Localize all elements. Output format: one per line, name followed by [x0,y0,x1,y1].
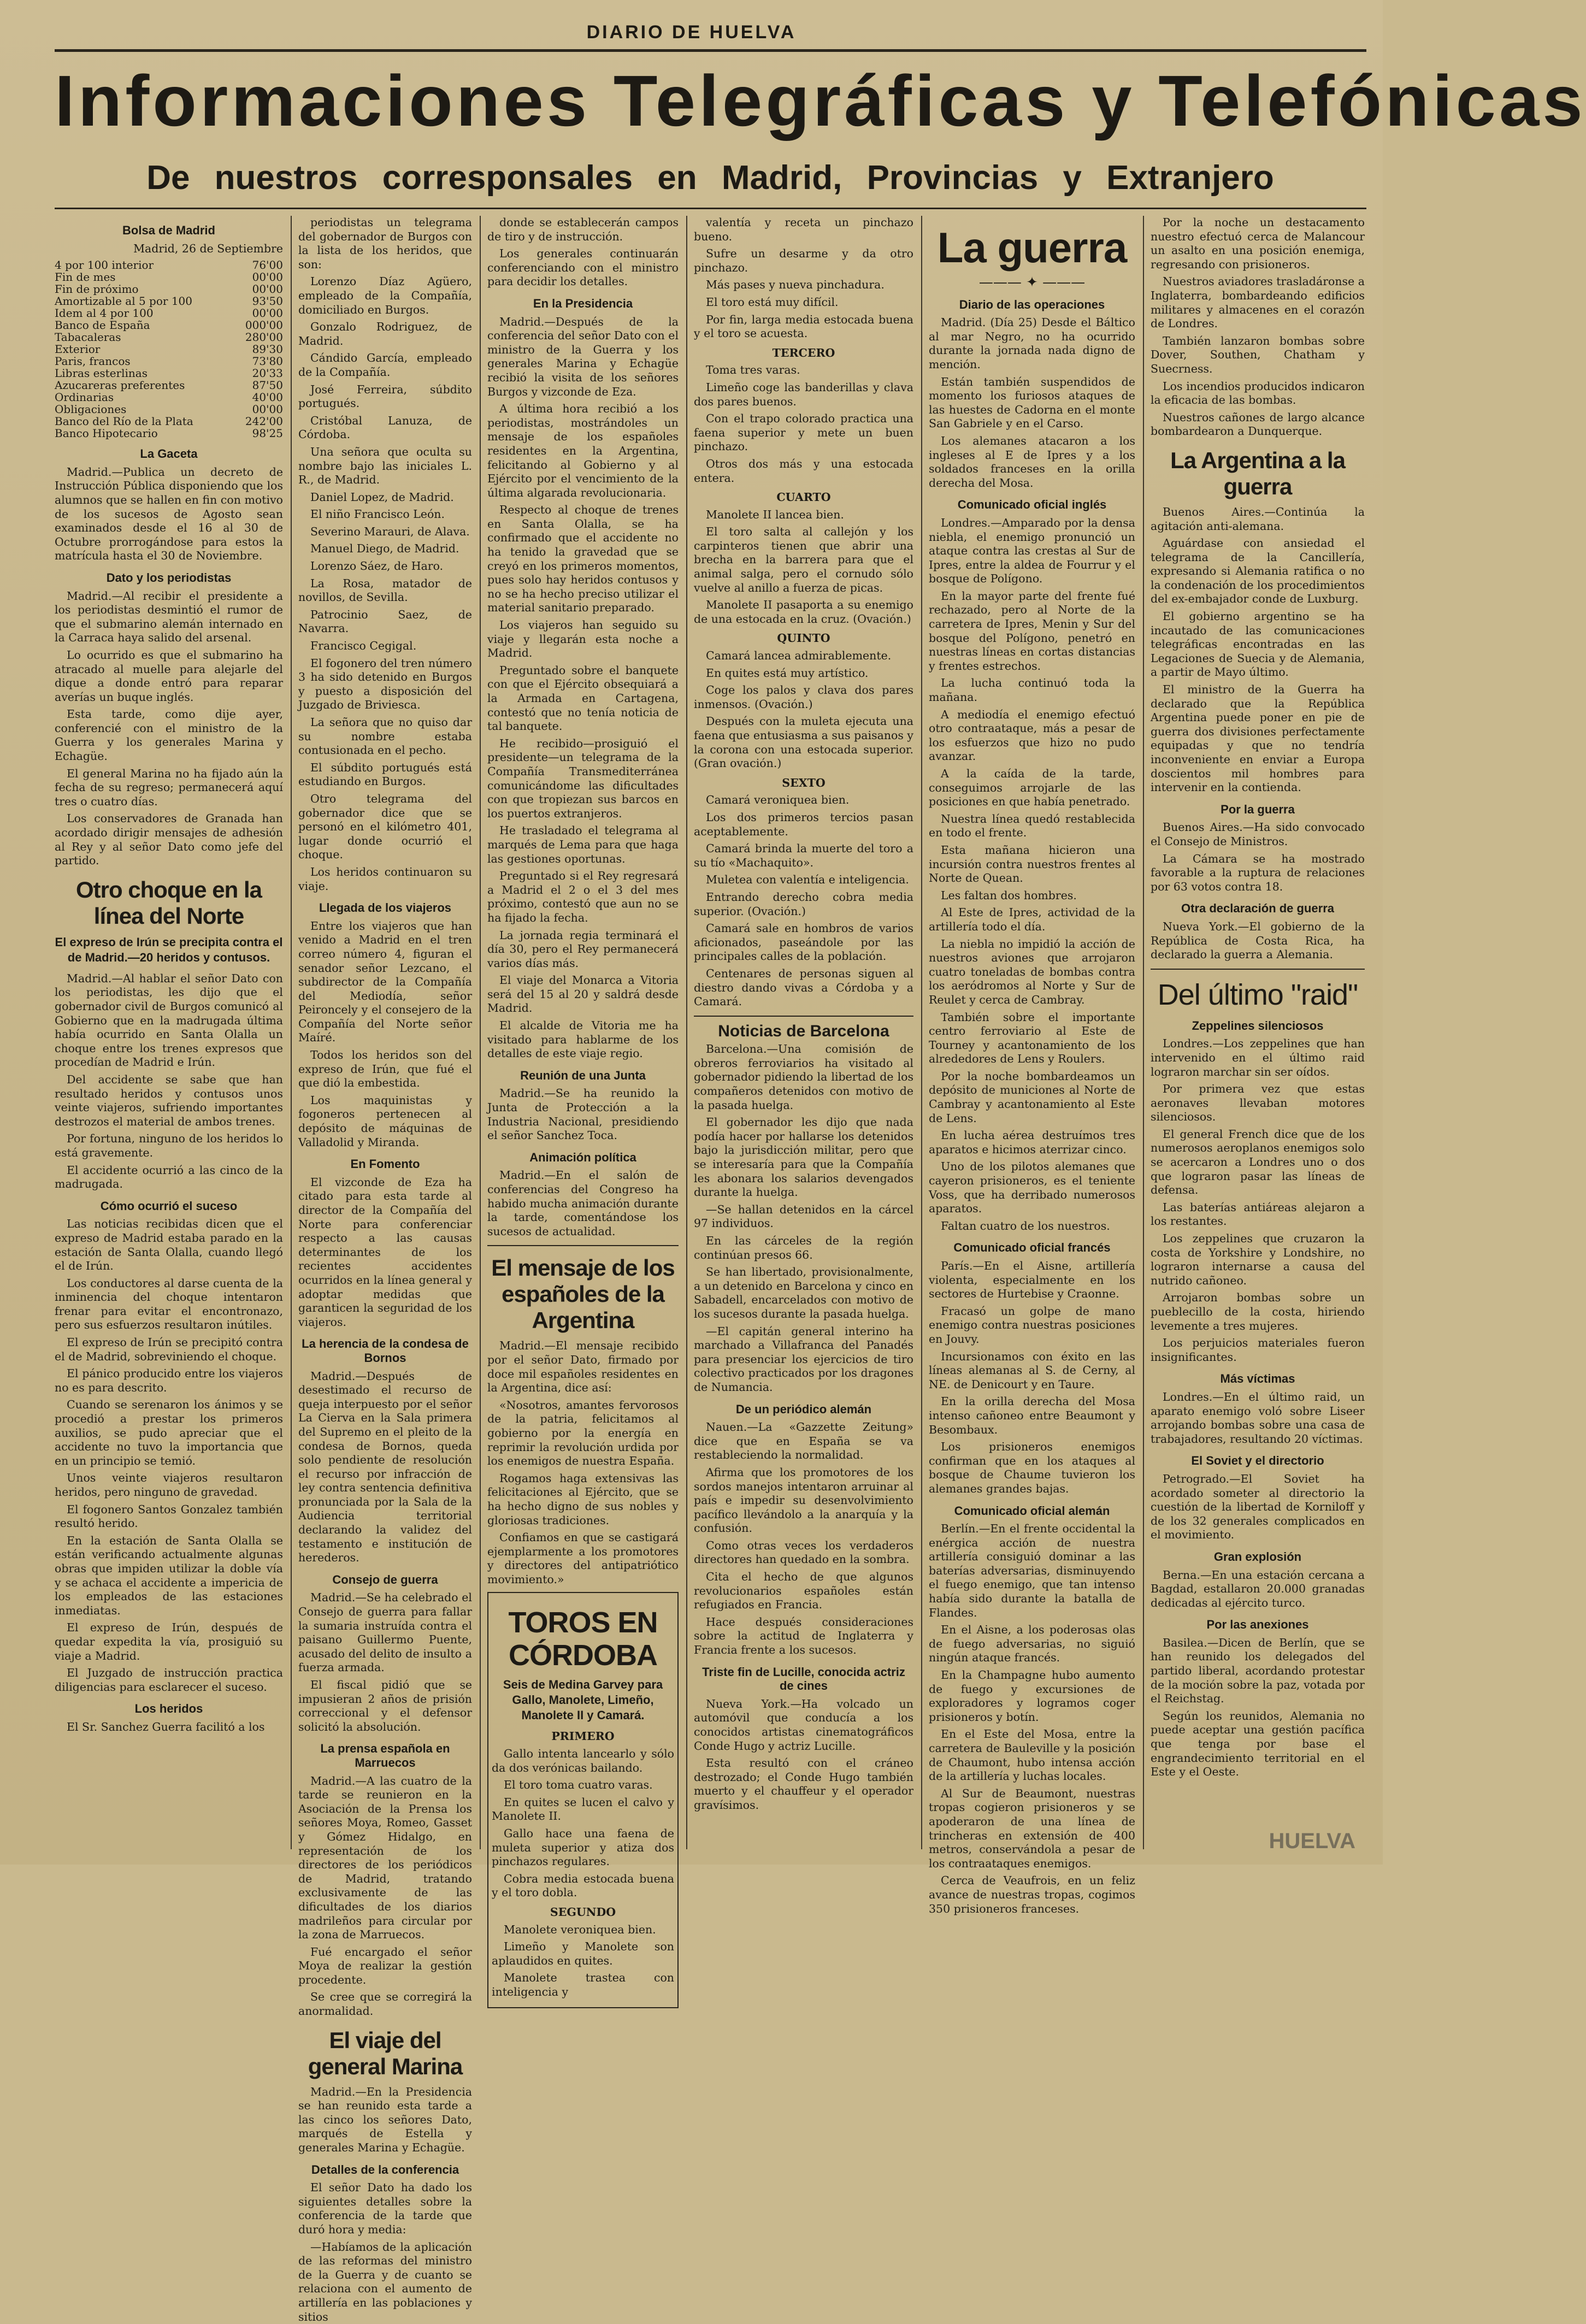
diario-title: Diario de las operaciones [959,297,1105,311]
ingles-text: Londres.—Amparado por la densa niebla, el enemigo pronunció un ataque contra las crestas al Sur de Ipres, entre la aldea de Fourrur y el bosque de Polígono. [929,516,1135,586]
como-text: Unos veinte viajeros resultaron heridos, pero ninguno de gravedad. [55,1471,283,1499]
mas-title: Más víctimas [1220,1372,1295,1386]
aleman-text: Cerca de Veaufrois, en un feliz avance de nuestras tropas, cogimos 350 prisioneros franceses. [929,1874,1135,1915]
bolsa-row-value: 00'00 [252,403,283,416]
bolsa-row-name: Banco del Río de la Plata [55,415,193,428]
bolsa-row [55,427,283,439]
ornament-icon: ——— ✦ ——— [978,274,1086,291]
column-divider [291,216,292,1849]
tercero-text: Toma tres varas. [706,363,800,377]
bornos-text: Madrid.—Después de desestimado el recurso de queja interpuesto por el señor La Cierva en la Sala primera del Supremo en el pleito de la condesa de Bornos, queda solo pendiente de resolución el recurso por infracción de ley contra sentencia definitiva pronunciada por la Sala de la Audiencia territorial declarando la validez del testamento e institución de herederos. [298,1369,472,1565]
sexto-text: Entrando derecho cobra media superior. (Ovación.) [694,890,913,918]
bolsa-row-name: Banco de España [55,318,150,332]
col6-text: Los incendios producidos indicaron la eficacia de las bombas. [1151,379,1365,407]
anexiones-text: Basilea.—Dicen de Berlín, que se han reunido los delegados del partido liberal, acordando protestar de la moción sobre la paz, votada por el Reichstag. [1151,1636,1365,1706]
ingles-text: La lucha continuó toda la mañana. [929,676,1135,704]
consejo-text: El fiscal pidió que se impusieran 2 años de prisión correccional y el defensor solicitó la absolución. [298,1678,472,1733]
aleman-text: En el Aisne, a los poderosas olas de fuego adversarias, no siguió ningún ataque francés. [929,1623,1135,1665]
consejo-title: Consejo de guerra [332,1572,438,1586]
bolsa-row [55,391,283,403]
ingles-text: Les faltan dos hombres. [941,888,1077,902]
quinto-text: Camará lancea admirablemente. [706,649,892,663]
top-rule [55,49,1366,52]
zeppelines-title: Zeppelines silenciosos [1192,1018,1324,1033]
periodico-title: De un periódico alemán [735,1402,872,1416]
bolsa-row [55,259,283,271]
como-text: En la estación de Santa Olalla se están verificando actualmente algunas obras que impiden utilizar la doble vía y se achaca el accidente a impericia de los empleados de las estaciones inmediatas. [55,1533,283,1617]
bolsa-row-name: Libras esterlinas [55,367,148,380]
ingles-text: Uno de los pilotos alemanes que cayeron prisioneros, es el teniente Voss, que ha derribado numerosos aparatos. [929,1160,1135,1216]
bolsa-row-value: 73'80 [252,355,283,368]
presidencia-text: La jornada regia terminará el día 30, pero el Rey permanecerá varios días más. [487,928,679,970]
bolsa-row-value: 40'00 [252,391,283,404]
bolsa-row-name: Ordinarias [55,391,114,404]
mensaje-text: Confiamos en que se castigará ejemplarmente a los promotores y directores del antipatriótico movimiento.» [487,1531,679,1586]
choque-text: El accidente ocurrió a las cinco de la madrugada. [55,1163,283,1191]
lucille-text: Nueva York.—Ha volcado un automóvil que conducía a los conocidos artistas cinematográficos Conde Hugo y actriz Lucille. [694,1697,913,1753]
dato-text: Esta tarde, como dije ayer, conferencié con el ministro de la Guerra y los generales Marina y Echagüe. [55,707,283,763]
bolsa-row-name: Idem al 4 por 100 [55,306,154,320]
presidencia-text: Respecto al choque de trenes en Santa Olalla, se ha confirmado que el accidente no ha tenido la gravedad que se creyó en los primeros momentos, pues solo hay heridos contusos y no se ha hecho preciso utilizar el material sanitario preparado. [487,503,679,615]
barcelona-text: Barcelona.—Una comisión de obreros ferroviarios ha visitado al gobernador pidiendo la libertad de los compañeros detenidos con motivo de la pasada huelga. [694,1042,913,1112]
herido-entry: Manuel Diego, de Madrid. [310,542,459,556]
segundo-text: Limeño y Manolete son aplaudidos en quites. [492,1940,674,1967]
ingles-text: La niebla no impidió la acción de nuestros aviones que arrojaron cuatro toneladas de bombas contra los aeródromos al Norte y Sur de Reulet y cerca de Cambray. [929,937,1135,1006]
bolsa-row [55,319,283,331]
aleman-title: Comunicado oficial alemán [954,1503,1110,1518]
zeppelines-text: Los zeppelines que cruzaron la costa de Yorkshire y Londshire, no lograron internarse a causa del nutrido cañoneo. [1151,1232,1365,1287]
presidencia-text: El alcalde de Vitoria me ha visitado para hablarme de los detalles de este viaje regio. [487,1019,679,1060]
choque-text: Madrid.—Al hablar el señor Dato con los periodistas, les dijo que el gobernador civil de Burgos comunicó al Gobierno que en la madrugada última había ocurrido en Santa Olalla un choque entre los trenes expresos que procedían de Madrid e Irún. [55,971,283,1069]
bolsa-row-name: Obligaciones [55,403,127,416]
periodico-text: Nauen.—La «Gazzette Zeitung» dice que en España se va restableciendo la normalidad. [694,1420,913,1462]
ingles-text: A la caída de la tarde, conseguimos arrojarle de las posiciones en que había penetrado. [929,767,1135,809]
barcelona-text: El gobernador les dijo que nada podía hacer por hallarse los detenidos bajo la jurisdicción militar, pero que se interesaría para que la Compañía les abonara los salarios devengados durante la huelga. [694,1116,913,1199]
bolsa-row-name: Fin de próximo [55,282,139,296]
anexiones-text: Según los reunidos, Alemania no puede aceptar una gestión pacífica que tenga por base el engrandecimiento territorial en el Este y el Oeste. [1151,1709,1365,1779]
diario-text: Los alemanes atacaron a los ingleses al E de Ipres y a los soldados franceses en la orilla derecha del Mosa. [929,434,1135,489]
choque-title: Otro choque en la línea del Norte [75,876,262,929]
presidencia-text: He trasladado el telegrama al marqués de Lema para que haga las gestiones oportunas. [487,824,679,865]
animacion-text: Madrid.—En el salón de conferencias del Congreso ha habido mucha animación durante la tarde, comentándose los sucesos de actualidad. [487,1169,679,1238]
section-divider [1151,969,1365,970]
herido-entry: Cándido García, empleado de la Compañía. [298,351,472,379]
herido-entry: Gonzalo Rodriguez, de Madrid. [298,320,472,347]
zeppelines-text: Las baterías antiáreas alejaron a los restantes. [1151,1200,1365,1228]
gaceta-title: La Gaceta [140,447,198,461]
dato-text: El general Marina no ha fijado aún la fecha de su regreso; permanecerá aquí tres o cuatro días. [55,766,283,808]
paz-text: Buenos Aires.—Ha sido convocado el Consejo de Ministros. [1151,821,1365,848]
herido-entry: Patrocinio Saez, de Navarra. [298,607,472,635]
choque-subhead: El expreso de Irún se precipita contra el de Madrid.—20 heridos y contusos. [55,935,283,964]
soviet-title: El Soviet y el directorio [1191,1454,1324,1468]
bolsa-row [55,307,283,319]
ingles-text: Nuestra línea quedó restablecida en todo el frente. [929,812,1135,840]
presidencia-text: Preguntado sobre el banquete con que el Ejército obsequiará a la Armada en Cartagena, contestó que no tenía noticia de tal banquete. [487,663,679,733]
prensa-text: Madrid.—A las cuatro de la tarde se reunieron en la Asociación de la Prensa los señores Moya, Romeo, Gasset y Gómez Hidalgo, en representación de los directores de los periódicos de Madrid, tratando exclusivamente de las dificultades de los diarios madrileños para circular por la zona de Marruecos. [298,1774,472,1942]
column-6 [1151,216,1365,1849]
mas-text: Londres.—En el último raid, un aparato enemigo voló sobre Liseer arrojando bombas sobre una casa de trabajadores, resultando 20 víctimas. [1151,1390,1365,1446]
frances-text: Fracasó un golpe de mano enemigo contra nuestras posiciones en Jouvy. [929,1304,1135,1346]
primero-text: Cobra media estocada buena y el toro dobla. [492,1872,674,1900]
bolsa-row [55,355,283,367]
bolsa-row [55,295,283,307]
toros-title: TOROS EN CÓRDOBA [508,1606,658,1672]
marina-title: El viaje del general Marina [308,2027,463,2079]
diario-text: Están también suspendidos de momento los furiosos ataques de las huestes de Cadorna en el monte San Gabriele y en el Carso. [929,375,1135,430]
col2-text: El súbdito portugués está estudiando en Burgos. [298,760,472,788]
col6-text: Nuestros cañones de largo alcance bombardearon a Dunquerque. [1151,410,1365,438]
soviet-text: Petrogrado.—El Soviet ha acordado someter al directorio la cuestión de la libertad de Korniloff y de los 32 generales complicados en el movimiento. [1151,1472,1365,1542]
col4-text: El toro está muy difícil. [706,295,839,309]
llegada-text: Todos los heridos son del expreso de Irún, que fué el que dió la embestida. [298,1048,472,1090]
choque-text: Del accidente se sabe que han resultado heridos y contusos unos veinte viajeros, sufriendo importantes destrozos el material de ambos trenes. [55,1072,283,1128]
bolsa-row-value: 76'00 [252,258,283,272]
dato-text: Madrid.—Al recibir el presidente a los periodistas desmintió el rumor de que el submarino alemán internado en la Carraca haya salido del arsenal. [55,589,283,645]
watermark-stamp: HUELVA [1269,1829,1355,1853]
column-divider [921,216,922,1849]
frances-text: Incursionamos con éxito en las líneas alemanas al S. de Cerny, al NE. de Denicourt y en Taure. [929,1349,1135,1391]
heridos-text: El Sr. Sanchez Guerra facilitó a los [67,1720,265,1733]
como-text: El fogonero Santos Gonzalez también resultó herido. [55,1502,283,1530]
sexto-title: SEXTO [782,776,826,789]
presidencia-text: El viaje del Monarca a Vitoria será del 15 al 20 y saldrá desde Madrid. [487,974,679,1015]
otra-title: Otra declaración de guerra [1181,901,1334,916]
mensaje-text: «Nosotros, amantes fervorosos de la patria, felicitamos al gobierno por la energía en reprimir la revolución urdida por los enemigos de nuestra España. [487,1398,679,1468]
column-divider [686,216,687,1849]
paz-title: Por la guerra [1221,802,1295,816]
ingles-text: A mediodía el enemigo efectuó otro contraataque, más a pesar de los esfuerzos que hizo no pudo avanzar. [929,707,1135,763]
col4-text: Más pases y nueva pinchadura. [706,278,885,292]
col2-text: La señora que no quiso dar su nombre estaba contusionada en el pecho. [298,716,472,757]
bolsa-row [55,271,283,283]
herido-entry: Francisco Cegigal. [310,639,417,653]
col4-text: valentía y receta un pinchazo bueno. [694,216,913,243]
tercero-text: Otros dos más y una estocada entera. [694,457,913,485]
marina-text: Madrid.—En la Presidencia se han reunido esta tarde a las cinco los señores Dato, marqués de Estella y generales Marina y Echagüe. [298,2085,472,2155]
quinto-text: Después con la muleta ejecuta una faena que entusiasma a sus paisanos y la corona con una estocada superior. (Gran ovación.) [694,715,913,770]
primero-text: Gallo intenta lancearlo y sólo da dos verónicas bailando. [492,1747,674,1774]
periodico-text: Hace después consideraciones sobre la actitud de Inglaterra y Francia frente a los sucesos. [694,1615,913,1657]
frances-title: Comunicado oficial francés [953,1241,1111,1255]
mensaje-text: Madrid.—El mensaje recibido por el señor Dato, firmado por doce mil españoles residentes en la Argentina, dice así: [487,1339,679,1395]
running-head: DIARIO DE HUELVA [586,22,797,43]
col4-text: Sufre un desarme y da otro pinchazo. [694,247,913,274]
cuarto-text: El toro salta al callejón y los carpinteros tienen que abrir una brecha en la barrera para que el animal salga, pero el cornudo sólo vuelve al anillo a fuerza de picas. [694,525,913,594]
col2-text: periodistas un telegrama del gobernador de Burgos con la lista de los heridos, que son: [298,216,472,271]
detalles-text: El señor Dato ha dado los siguientes detalles sobre la conferencia de la tarde que duró hora y media: [298,2181,472,2236]
presidencia-title: En la Presidencia [533,296,633,310]
frances-text: París.—En el Aisne, artillería violenta, especialmente en los sectores de Hurtebise y Craonne. [929,1259,1135,1301]
bolsa-row-value: 00'00 [252,282,283,296]
tercero-title: TERCERO [772,346,835,359]
bolsa-row-value: 000'00 [245,318,283,332]
frances-text: Los prisioneros enemigos confirman que en los ataques al bosque de Chaume tuvieron los alemanes grandes bajas. [929,1440,1135,1495]
herido-entry: Una señora que oculta su nombre bajo las iniciales L. R., de Madrid. [298,445,472,487]
prensa-text: Fué encargado el señor Moya de realizar la gestión procedente. [298,1945,472,1986]
periodico-text: Afirma que los promotores de los sordos manejos intentaron arruinar al país e impedir su desenvolvimiento pacífico llevándolo a la anarquía y la confusión. [694,1465,913,1535]
fomento-title: En Fomento [350,1157,420,1171]
ingles-text: Al Este de Ipres, actividad de la artillería todo el día. [929,906,1135,933]
bolsa-row-value: 87'50 [252,379,283,392]
ingles-text: Faltan cuatro de los nuestros. [941,1219,1110,1232]
quinto-text: Coge los palos y clava dos pares inmensos. (Ovación.) [694,683,913,711]
bolsa-row-name: 4 por 100 interior [55,258,154,272]
cuarto-title: CUARTO [776,491,831,504]
bolsa-dateline: Madrid, 26 de Septiembre [133,241,283,255]
bolsa-row-name: Tabacaleras [55,331,121,344]
bolsa-row-name: Paris, francos [55,355,131,368]
bolsa-row [55,331,283,343]
zeppelines-text: Londres.—Los zeppelines que han intervenido en el último raid lograron marchar sin ser oídos. [1151,1037,1365,1078]
bolsa-row-value: 93'50 [252,294,283,308]
como-text: El Juzgado de instrucción practica diligencias para esclarecer el suceso. [55,1666,283,1694]
mensaje-text: Rogamos haga extensivas las felicitaciones al Ejército, que se ha hecho digno de sus nobles y gloriosas tradiciones. [487,1471,679,1527]
dato-text: Lo ocurrido es que el submarino ha atracado al muelle para alejarle del dique a donde entró para reparar averías un buque inglés. [55,648,283,704]
aleman-text: Al Sur de Beaumont, nuestras tropas cogieron prisioneros y se apoderaron de una línea de trincheras en extensión de 400 metros, conservándola a pesar de los contraataques enemigos. [929,1786,1135,1870]
como-title: Cómo ocurrió el suceso [100,1199,238,1213]
prensa-text: Se cree que se corregirá la anormalidad. [298,1990,472,2018]
primero-text: El toro toma cuatro varas. [504,1778,653,1792]
col6-text: Por la noche un destacamento nuestro efectuó cerca de Malancour un asalto en una posición enemiga, regresando con prisioneros. [1151,216,1365,271]
llegada-title: Llegada de los viajeros [319,901,452,915]
segundo-text: Manolete trastea con inteligencia y [492,1971,674,1998]
herido-entry: José Ferreira, súbdito portugués. [298,382,472,410]
como-text: El expreso de Irún se precipitó contra el de Madrid, sobreviniendo el choque. [55,1336,283,1363]
presidencia-text: He recibido—prosiguió el presidente—un telegrama de la Compañía Transmediterránea comunicándome las dificultades con que tropiezan sus barcos en los puertos extranjeros. [487,736,679,820]
presidencia-text: Los viajeros han seguido su viaje y llegarán esta noche a Madrid. [487,618,679,660]
bolsa-title: Bolsa de Madrid [122,223,215,237]
toros-box [487,1592,679,2008]
segundo-text: Manolete veroniquea bien. [504,1922,656,1936]
herido-entry: Daniel Lopez, de Madrid. [310,490,454,504]
sexto-text: Camará veroniquea bien. [706,793,850,807]
diario-text: Madrid. (Día 25) Desde el Báltico al mar Negro, no ha ocurrido durante la jornada nada digno de mención. [929,316,1135,371]
bolsa-row [55,403,283,415]
junta-title: Reunión de una Junta [520,1068,646,1082]
section-divider [694,1016,913,1017]
col2-text: Otro telegrama del gobernador dice que se personó en el kilómetro 401, lugar donde ocurrió el choque. [298,792,472,862]
heridos-title: Los heridos [134,1702,203,1716]
dato-title: Dato y los periodistas [106,570,232,585]
sexto-text: Camará sale en hombros de varios aficionados, paseándole por las principales calles de la población. [694,922,913,963]
section-divider [487,1245,679,1246]
aleman-text: En la Champagne hubo aumento de fuego y excursiones de exploradores y logramos coger prisioneros y botín. [929,1668,1135,1724]
aleman-text: En el Este del Mosa, entre la carretera de Bauleville y la posición de Chaumont, hubo intensa acción de la artillería y luchas locales. [929,1727,1135,1783]
presidencia-text: Preguntado si el Rey regresará a Madrid el 2 o el 3 del mes próximo, contestó que aun no se ha fijado la fecha. [487,869,679,924]
argentina-text: Aguárdase con ansiedad el telegrama de la Cancillería, expresando si Alemania ratifica o no la condenación de los procedimientos del ex-embajador conde de Luxburg. [1151,536,1365,606]
quinto-text: En quites está muy artístico. [706,666,869,680]
bolsa-row [55,283,283,295]
column-1 [55,216,283,1849]
bolsa-row-value: 00'00 [252,270,283,284]
consejo-text: Madrid.—Se ha celebrado el Consejo de guerra para fallar la sumaria instruída contra el paisano Guillermo Puente, acusado del delito de insulto a fuerza armada. [298,1591,472,1674]
explosion-text: Berna.—En una estación cercana a Bagdad, estallaron 20.000 granadas dedicadas al ejército turco. [1151,1568,1365,1609]
primero-text: En quites se lucen el calvo y Manolete II. [492,1795,674,1823]
sub-rule [55,208,1366,209]
herido-entry: Lorenzo Sáez, de Haro. [310,559,444,573]
otra-text: Nueva York.—El gobierno de la República de Costa Rica, ha declarado la guerra a Alemania. [1151,919,1365,962]
frances-text: En la orilla derecha del Mosa intenso cañoneo entre Beaumont y Besombaux. [929,1395,1135,1436]
como-text: Los conductores al darse cuenta de la inminencia del choque intentaron frenar para evitar el encontronazo, pero sus esfuerzos resultaron inútiles. [55,1276,283,1332]
column-3 [487,216,679,1998]
bolsa-row-name: Azucareras preferentes [55,379,185,392]
presidencia-text: A última hora recibió a los periodistas, mostrándoles un mensaje de los españoles residentes en la Argentina, felicitando al Gobierno y al Ejército por el vencimiento de la última algarada revolucionaria. [487,402,679,499]
argentina-title: La Argentina a la guerra [1170,447,1345,499]
barcelona-text: Se han libertado, provisionalmente, a un detenido en Barcelona y cinco en Sabadell, encarcelados con motivo de los sucesos durante la pasada huelga. [694,1265,913,1320]
herido-entry: La Rosa, matador de novillos, de Sevilla. [298,576,472,604]
choque-text: Por fortuna, ninguno de los heridos lo está gravemente. [55,1132,283,1159]
bolsa-row [55,379,283,391]
bolsa-row-value: 20'33 [252,367,283,380]
cuarto-text: Manolete II lancea bien. [706,508,844,521]
page-subbanner: De nuestros corresponsales en Madrid, Provincias y Extranjero [146,159,1274,197]
quinto-title: QUINTO [777,632,830,645]
bolsa-row-name: Amortizable al 5 por 100 [55,294,192,308]
col6-text: Nuestros aviadores trasladáronse a Inglaterra, bombardeando edificios militares y almacenes en el corazón de Londres. [1151,275,1365,331]
barcelona-title: Noticias de Barcelona [718,1022,889,1040]
aleman-text: Berlín.—En el frente occidental la enérgica acción de nuestra artillería consiguió dominar a las baterías adversarias, disminuyendo el fuego enemigo, que tan intenso había sido durante la batalla de Flandes. [929,1522,1135,1619]
animacion-title: Animación política [529,1150,636,1164]
detalles-title: Detalles de la conferencia [311,2162,459,2176]
como-text: El expreso de Irún, después de quedar expedita la vía, prosiguió su viaje a Madrid. [55,1621,283,1662]
argentina-text: El gobierno argentino se ha incautado de las comunicaciones telegráficas encontradas en las Legaciones de Suecia y de Alemania, a partir de Mayo último. [1151,610,1365,679]
herido-entry: Lorenzo Díaz Agüero, empleado de la Compañía, domiciliado en Burgos. [298,275,472,316]
bolsa-row-name: Banco Hipotecario [55,427,158,440]
argentina-text: El ministro de la Guerra ha declarado que la República Argentina puede poner en pie de guerra dos divisiones perfectamente equipadas y que no tendría inconveniente en enviar a Europa doscientos mil hombres para intervenir en la contienda. [1151,683,1365,794]
col2-text: Los heridos continuaron su viaje. [298,865,472,893]
bolsa-row-value: 98'25 [252,427,283,440]
argentina-text: Buenos Aires.—Continúa la agitación anti-alemana. [1151,505,1365,533]
detalles-text: —Habíamos de la aplicación de las reformas del ministro de la Guerra y de cuanto se relaciona con el aumento de artillería en las poblaciones y sitios [298,2240,472,2323]
cuarto-text: Manolete II pasaporta a su enemigo de una estocada en la cruz. (Ovación.) [694,598,913,626]
col2-text: El fogonero del tren número 3 ha sido detenido en Burgos y puesto a disposición del Juzgado de Briviesca. [298,656,472,712]
periodico-text: Como otras veces los verdaderos directores han quedado en la sombra. [694,1538,913,1566]
ingles-text: Por la noche bombardeamos un depósito de municiones al Norte de Cambray y acantonamiento al Este de Lens. [929,1069,1135,1125]
herido-entry: El niño Francisco León. [310,508,445,521]
primero-title: PRIMERO [551,1730,615,1743]
column-2 [298,216,472,2323]
zeppelines-text: Arrojaron bombas sobre un pueblecillo de la costa, hiriendo levemente a tres mujeres. [1151,1291,1365,1332]
tercero-text: Con el trapo colorado practica una faena superior y mete un buen pinchazo. [694,412,913,453]
col6-text: También lanzaron bombas sobre Dover, Southen, Chatham y Suecrness. [1151,334,1365,375]
bolsa-row [55,343,283,355]
gaceta-text: Madrid.—Publica un decreto de Instrucción Pública disponiendo que los alumnos que se hallen en fin con motivo de los sucesos de Agosto sean examinados desde el 16 al 30 de Octubre prorrogándose para estos la matrícula hasta el 30 de Noviembre. [55,465,283,563]
bornos-title: La herencia de la condesa de Bornos [302,1337,469,1365]
bolsa-table [55,259,283,439]
herido-entry: Severino Marauri, de Alava. [310,524,470,538]
bolsa-row [55,415,283,427]
ingles-title: Comunicado oficial inglés [957,498,1107,512]
lucille-text: Esta resultó con el cráneo destrozado; el Conde Hugo también muerto y el chauffeur y el operador gravísimos. [694,1756,913,1812]
mensaje-title: El mensaje de los españoles de la Argentina [491,1255,675,1334]
column-divider [480,216,481,1849]
como-text: El pánico producido entre los viajeros no es para descrito. [55,1367,283,1394]
column-divider [1143,216,1144,1849]
junta-text: Madrid.—Se ha reunido la Junta de Protección a la Industria Nacional, presidiendo el señor Sanchez Toca. [487,1087,679,1142]
ultimo-title: Del último "raid" [1157,978,1358,1011]
col3-text: Los generales continuarán conferenciando con el ministro para decidir los detalles. [487,247,679,288]
sexto-text: Camará brinda la muerte del toro a su tío «Machaquito». [694,842,913,869]
segundo-title: SEGUNDO [550,1906,616,1919]
bolsa-row-name: Exterior [55,343,101,356]
dato-text: Los conservadores de Granada han acordado dirigir mensajes de adhesión al Rey y al señor Dato como jefe del partido. [55,812,283,868]
column-5 [929,216,1135,1915]
barcelona-text: En las cárceles de la región continúan presos 66. [694,1234,913,1261]
ingles-text: Esta mañana hicieron una incursión contra nuestros frentes al Norte de Quean. [929,843,1135,885]
periodico-text: Cita el hecho de que algunos revolucionarios españoles están refugiados en Francia. [694,1570,913,1612]
llegada-text: Los maquinistas y fogoneros pertenecen al depósito de máquinas de Valladolid y Miranda. [298,1093,472,1149]
sexto-text: Los dos primeros tercios pasan aceptablemente. [694,810,913,838]
paz-text: La Cámara se ha mostrado favorable a la ruptura de relaciones por 63 votos contra 18. [1151,852,1365,893]
barcelona-text: —El capitán general interino ha marchado a Villafranca del Panadés para presenciar los ejercicios de tiro colectivo practicados por los dragones de Numancia. [694,1324,913,1394]
sexto-text: Muletea con valentía e inteligencia. [706,873,909,887]
anexiones-title: Por las anexiones [1206,1618,1309,1632]
explosion-title: Gran explosión [1213,1549,1302,1564]
primero-text: Gallo hace una faena de muleta superior y atiza dos pinchazos regulares. [492,1827,674,1868]
bolsa-row-value: 89'30 [252,343,283,356]
presidencia-text: Madrid.—Después de la conferencia del señor Dato con el ministro de la Guerra y los generales Marina y Echagüe recibió la visita de los señores Burgos y vizconde de Eza. [487,315,679,398]
toros-subhead: Seis de Medina Garvey para Gallo, Manolete, Limeño, Manolete II y Camará. [503,1678,663,1723]
sexto-text: Centenares de personas siguen al diestro dando vivas a Córdoba y a Camará. [694,966,913,1008]
ingles-text: En lucha aérea destruímos tres aparatos e hicimos aterrizar cinco. [929,1129,1135,1156]
column-4 [694,216,913,1849]
col3-text: donde se establecerán campos de tiro y de instrucción. [487,216,679,243]
lucille-title: Triste fin de Lucille, conocida actriz de cines [702,1665,905,1693]
herido-entry: Cristóbal Lanuza, de Córdoba. [298,414,472,441]
como-text: Cuando se serenaron los ánimos y se procedió a prestar los primeros auxilios, se pudo apreciar que el accidente no tuvo la importancia que en un principio se temió. [55,1398,283,1467]
como-text: Las noticias recibidas dicen que el expreso de Madrid estaba parado en la estación de Santa Olalla, cuando llegó el de Irún. [55,1217,283,1273]
llegada-text: Entre los viajeros que han venido a Madrid en el tren correo número 4, figuran el senador señor Lezcano, el subdirector de la Compañía del Mediodía, señor Peironcely y el consejero de la Compañía del Norte señor Maíré. [298,919,472,1045]
zeppelines-text: Por primera vez que estas aeronaves llevaban motores silenciosos. [1151,1082,1365,1124]
bolsa-row-value: 00'00 [252,306,283,320]
col4-text: Por fin, larga media estocada buena y el toro se acuesta. [694,312,913,340]
ingles-text: En la mayor parte del frente fué rechazado, pero al Norte de la carretera de Ipres, Menin y Sur del bosque del Polígono, penetró en nuestras líneas en cortas distancias y frentes estrechos. [929,589,1135,673]
guerra-title: La guerra [937,223,1127,272]
bolsa-row-value: 280'00 [245,331,283,344]
bolsa-row-name: Fin de mes [55,270,116,284]
bolsa-row [55,367,283,379]
fomento-text: El vizconde de Eza ha citado para esta tarde al director de la Compañía del Norte para conferenciar respecto a las causas determinantes de los recientes accidentes ocurridos en la línea general y adoptar medidas que garanticen la seguridad de los viajeros. [298,1175,472,1329]
page-banner: Informaciones Telegráficas y Telefónicas [55,61,1586,141]
prensa-title: La prensa española en Marruecos [320,1742,450,1769]
ingles-text: También sobre el importante centro ferroviario al Este de Tourney y acantonamiento de los alrededores de Lens y Roulers. [929,1010,1135,1066]
zeppelines-text: El general French dice que de los numerosos aeroplanos enemigos solo se acercaron a Londres uno o dos que lograron pasar las líneas de defensa. [1151,1127,1365,1197]
tercero-text: Limeño coge las banderillas y clava dos pares buenos. [694,380,913,408]
heridos-list [298,275,472,653]
zeppelines-text: Los perjuicios materiales fueron insignificantes. [1151,1336,1365,1364]
bolsa-row-value: 242'00 [245,415,283,428]
barcelona-text: —Se hallan detenidos en la cárcel 97 individuos. [694,1202,913,1230]
